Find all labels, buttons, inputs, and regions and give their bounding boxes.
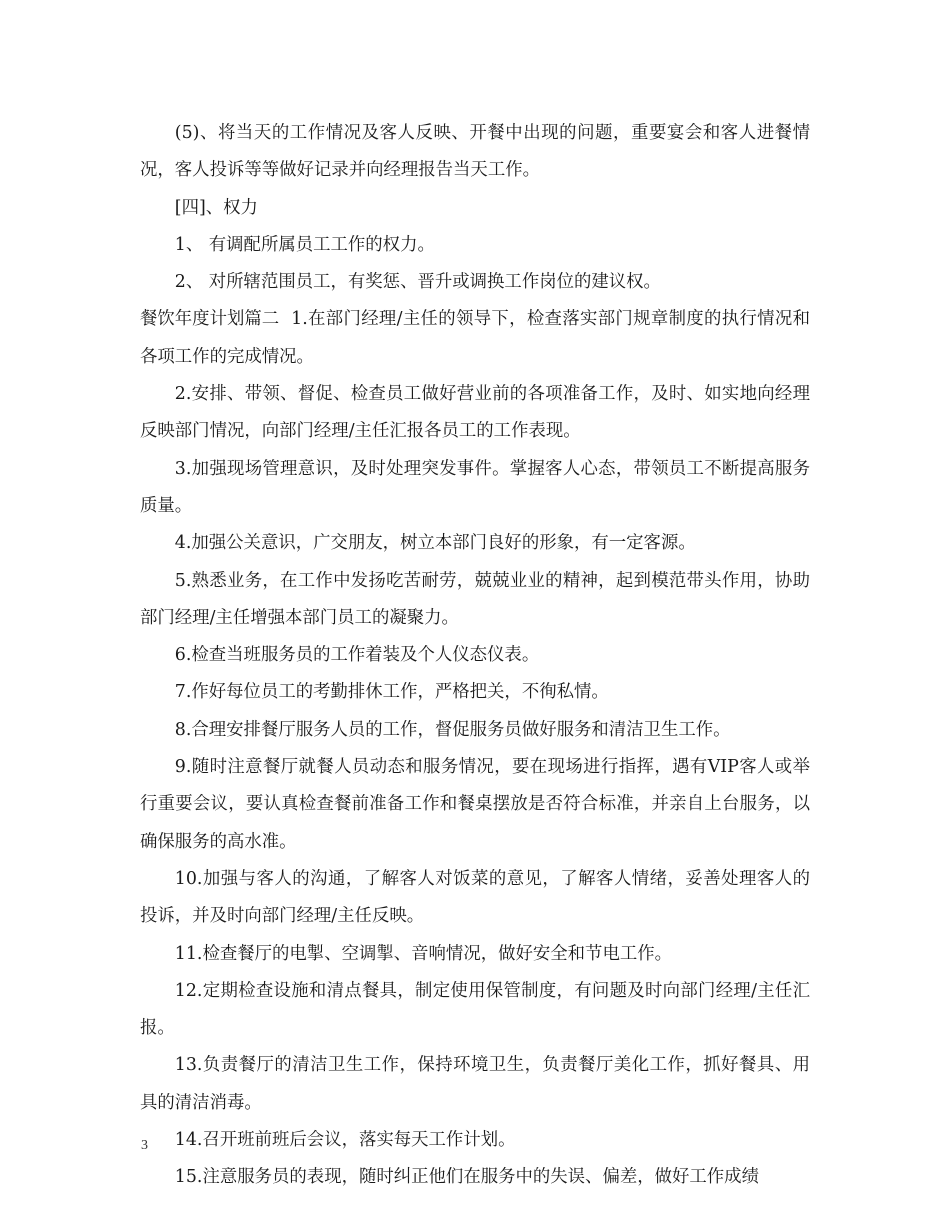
duty-item-14: 14.召开班前班后会议，落实每天工作计划。 bbox=[174, 1130, 516, 1151]
duty-item-12: 12.定期检查设施和清点餐具，制定使用保管制度，有问题及时向部门经理/主任汇报。 bbox=[140, 980, 810, 1039]
duty-item-4: 4.加强公关意识，广交朋友，树立本部门良好的形象，有一定客源。 bbox=[174, 533, 696, 554]
duty-item-9: 9.随时注意餐厅就餐人员动态和服务情况，要在现场进行指挥，遇有VIP客人或举行重要会议，要认真检查餐前准备工作和餐桌摆放是否符合标准，并亲自上台服务，以确保服务的高水准。 bbox=[140, 757, 810, 852]
power-item-2: 2、 对所辖范围员工，有奖惩、晋升或调换工作岗位的建议权。 bbox=[174, 272, 661, 293]
plan-section-two-paragraph bbox=[140, 301, 810, 376]
duty-item-8: 8.合理安排餐厅服务人员的工作，督促服务员做好服务和清洁卫生工作。 bbox=[174, 719, 731, 740]
duty-item-5: 5.熟悉业务，在工作中发扬吃苦耐劳，兢兢业业的精神，起到模范带头作用，协助部门经理/主任增强本部门员工的凝聚力。 bbox=[140, 570, 810, 628]
duty-item-6: 6.检查当班服务员的工作着装及个人仪态仪表。 bbox=[174, 645, 540, 666]
paragraph-item-5: (5)、将当天的工作情况及客人反映、开餐中出现的问题，重要宴会和客人进餐情况，客人投诉等等做好记录并向经理报告当天工作。 bbox=[140, 123, 810, 181]
duty-item-7: 7.作好每位员工的考勤排休工作，严格把关，不徇私情。 bbox=[174, 682, 609, 703]
duty-item-1: 1.在部门经理/主任的领导下，检查落实部门规章制度的执行情况和各项工作的完成情况。 bbox=[140, 309, 810, 367]
duty-item-10: 10.加强与客人的沟通，了解客人对饭菜的意见，了解客人情绪，妥善处理客人的投诉，并及时向部门经理/主任反映。 bbox=[140, 868, 810, 927]
document-body bbox=[140, 115, 810, 1197]
duty-item-3: 3.加强现场管理意识，及时处理突发事件。掌握客人心态，带领员工不断提高服务质量。 bbox=[140, 458, 810, 516]
section-heading-power: [四]、权力 bbox=[174, 197, 258, 218]
page-number: 3 bbox=[141, 1138, 148, 1153]
duty-item-15: 15.注意服务员的表现，随时纠正他们在服务中的失误、偏差，做好工作成绩 bbox=[174, 1167, 759, 1188]
duty-item-2: 2.安排、带领、督促、检查员工做好营业前的各项准备工作，及时、如实地向经理反映部门情况，向部门经理/主任汇报各员工的工作表现。 bbox=[140, 384, 810, 442]
section-title: 餐饮年度计划篇二 bbox=[140, 309, 280, 330]
duty-item-11: 11.检查餐厅的电掣、空调掣、音响情况，做好安全和节电工作。 bbox=[174, 943, 673, 964]
power-item-1: 1、 有调配所属员工工作的权力。 bbox=[174, 234, 435, 255]
duty-item-13: 13.负责餐厅的清洁卫生工作，保持环境卫生，负责餐厅美化工作，抓好餐具、用具的清洁消毒。 bbox=[140, 1055, 810, 1113]
